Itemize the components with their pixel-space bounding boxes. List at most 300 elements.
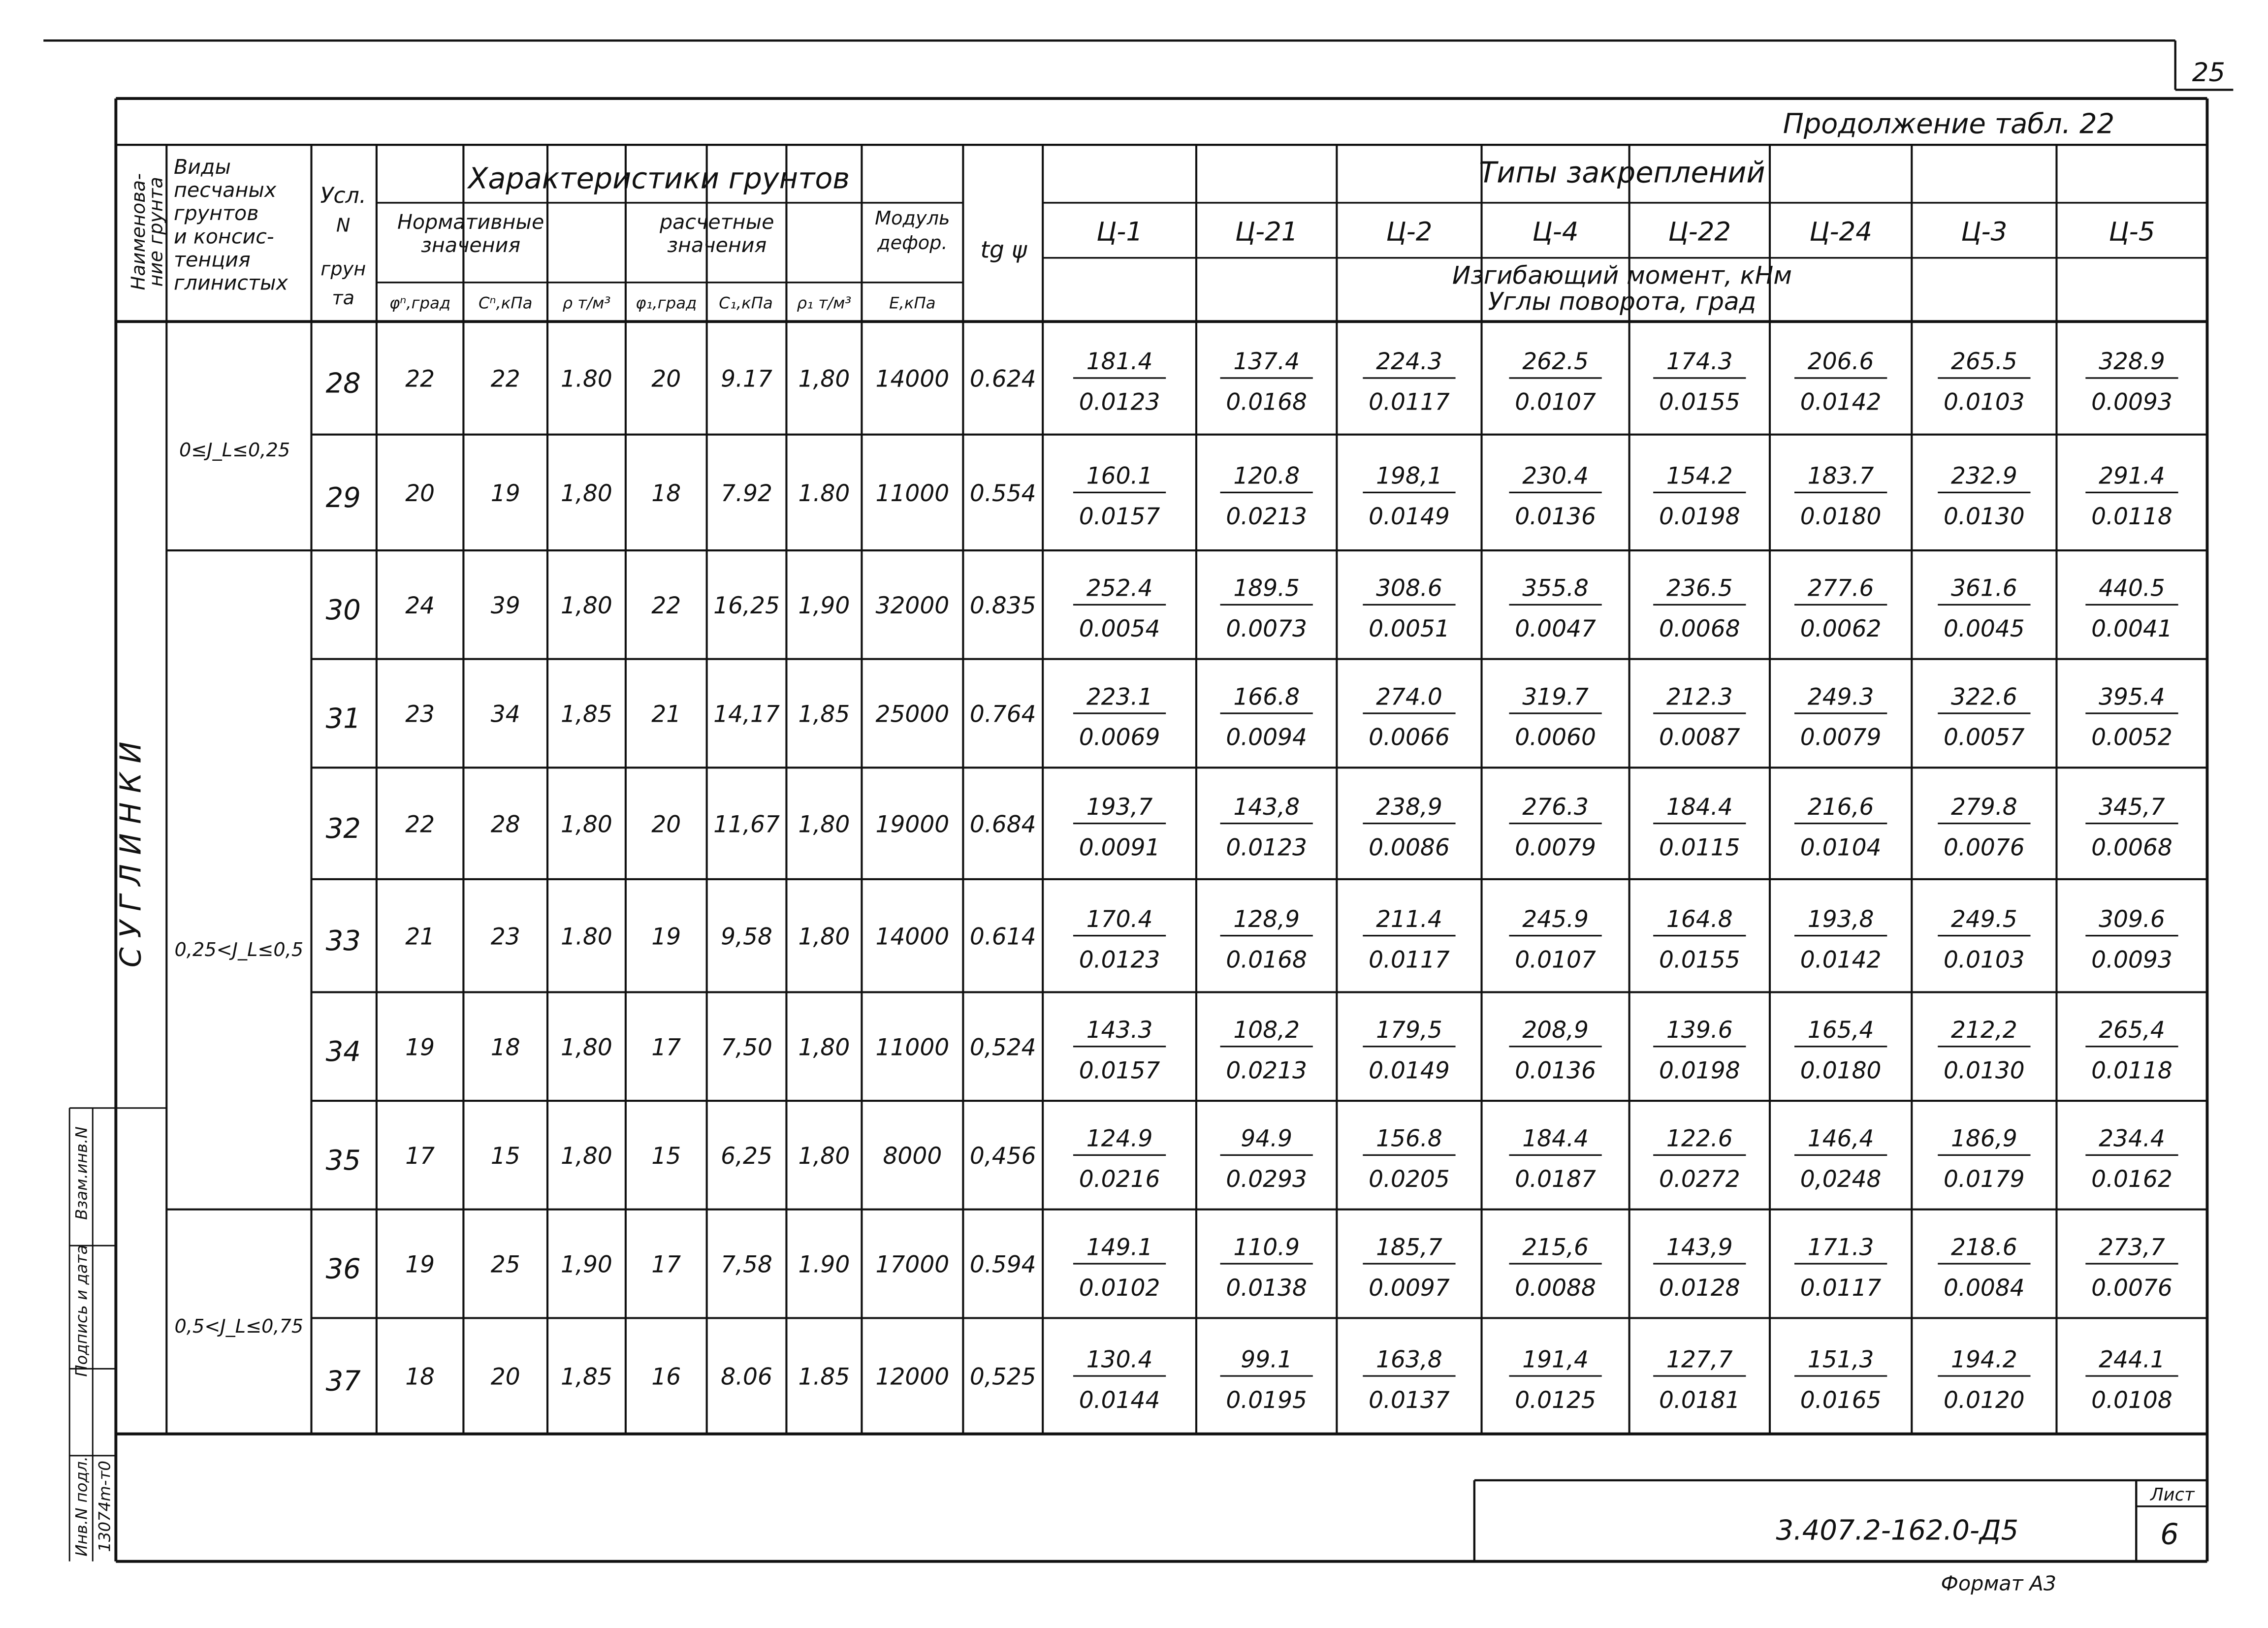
characteristic-value: 11000	[875, 1034, 950, 1061]
bending-moment: 171.3	[1807, 1234, 1874, 1261]
characteristic-value: 19	[405, 1251, 435, 1278]
characteristic-value: 1,80	[798, 923, 850, 951]
bending-moment: 361.6	[1951, 575, 2017, 602]
bending-moment: 184.4	[1522, 1125, 1589, 1152]
characteristic-value: 7.92	[721, 479, 772, 507]
bending-moment: 309.6	[2099, 905, 2165, 933]
bending-moment: 218.6	[1951, 1234, 2017, 1261]
rotation-angle: 0.0142	[1800, 388, 1882, 416]
rotation-angle: 0.0107	[1515, 946, 1596, 974]
rotation-angle: 0.0157	[1079, 503, 1160, 531]
rotation-angle: 0.0066	[1369, 724, 1450, 751]
rotation-angle: 0.0091	[1079, 834, 1160, 862]
fastening-types-header: Типы закреплений	[1479, 155, 1765, 190]
rotation-angle: 0.0137	[1369, 1386, 1450, 1414]
characteristic-value: 0.594	[969, 1251, 1036, 1278]
characteristic-value: 1.80	[561, 923, 612, 951]
characteristic-value: 1,80	[561, 811, 612, 838]
characteristic-value: 23	[405, 701, 435, 728]
characteristic-value: 9.17	[721, 365, 772, 393]
bending-moment: 139.6	[1666, 1017, 1733, 1044]
characteristic-value: 34	[490, 701, 520, 728]
characteristic-value: 18	[490, 1034, 520, 1061]
rotation-angle: 0.0052	[2091, 724, 2172, 751]
rotation-angle: 0.0144	[1079, 1386, 1160, 1414]
rotation-angle: 0.0213	[1226, 1057, 1308, 1085]
characteristic-value: 6,25	[721, 1143, 772, 1170]
bending-moment: 232.9	[1951, 462, 2017, 490]
soil-number: 35	[325, 1144, 361, 1177]
rotation-angle: 0.0157	[1079, 1057, 1160, 1085]
bending-moment: 184.4	[1666, 793, 1733, 821]
rotation-angle: 0.0062	[1800, 615, 1882, 643]
soil-number: 32	[325, 813, 361, 845]
bending-moment: 181.4	[1086, 348, 1153, 376]
type-header: песчаных	[174, 178, 277, 202]
bending-moment: 249.5	[1951, 905, 2017, 933]
characteristic-value: 12000	[875, 1363, 950, 1391]
characteristic-value: 22	[405, 811, 435, 838]
bending-moment: 206.6	[1807, 348, 1874, 376]
characteristic-value: 0.624	[969, 365, 1036, 393]
rotation-angle: 0.0120	[1944, 1386, 2025, 1414]
normative-header: значения	[421, 233, 521, 257]
characteristic-value: 17	[405, 1143, 435, 1170]
rotation-angle: 0.0057	[1944, 724, 2025, 751]
rotation-angle: 0.0060	[1515, 724, 1596, 751]
bending-moment: 395.4	[2099, 683, 2165, 711]
rotation-angle: 0.0155	[1659, 946, 1740, 974]
rotation-angle: 0.0068	[2091, 834, 2172, 862]
characteristic-value: 8000	[883, 1143, 942, 1170]
bending-moment: 179,5	[1376, 1017, 1442, 1044]
bending-moment: 234.4	[2099, 1125, 2165, 1152]
characteristic-value: 1,80	[798, 811, 850, 838]
bending-moment: 137.4	[1233, 348, 1300, 376]
rotation-angle: 0.0108	[2091, 1386, 2172, 1414]
rotation-angle: 0.0149	[1369, 1057, 1450, 1085]
characteristic-value: 11000	[875, 479, 950, 507]
bending-moment: 211.4	[1376, 905, 1442, 933]
sub-header: ρ₁ т/м³	[797, 293, 852, 313]
characteristic-value: 14000	[875, 365, 950, 393]
characteristic-value: 20	[651, 811, 681, 838]
bending-moment: 185,7	[1376, 1234, 1442, 1261]
rotation-angle: 0.0104	[1800, 834, 1882, 862]
bending-moment: 212,2	[1951, 1017, 2017, 1044]
modulus-header: дефор.	[877, 232, 948, 255]
characteristic-value: 1,85	[798, 701, 850, 728]
bending-moment: 164.8	[1666, 905, 1733, 933]
rotation-angle: 0.0107	[1515, 388, 1596, 416]
bending-moment: 163,8	[1376, 1346, 1442, 1373]
rotation-angle: 0.0115	[1659, 834, 1740, 862]
bending-moment: 249.3	[1807, 683, 1874, 711]
bending-moment: 194.2	[1951, 1346, 2017, 1373]
bending-moment: 319.7	[1522, 683, 1589, 711]
characteristic-value: 17	[651, 1034, 681, 1061]
bending-moment: 355.8	[1522, 575, 1589, 602]
bending-moment: 127,7	[1666, 1346, 1733, 1373]
characteristic-value: 28	[490, 811, 520, 838]
soil-number: 34	[325, 1036, 361, 1068]
rotation-angle: 0.0118	[2091, 1057, 2172, 1085]
name-header: ние грунта	[145, 177, 167, 287]
drawing-code: 3.407.2-162.0-Д5	[1776, 1514, 2019, 1547]
bending-moment: 120.8	[1233, 462, 1300, 490]
characteristic-value: 1,80	[798, 1034, 850, 1061]
rotation-angle: 0.0187	[1515, 1166, 1596, 1193]
characteristic-value: 1,80	[561, 592, 612, 620]
group-label: 0,25<J_L≤0,5	[174, 939, 304, 961]
stamp-side: Инв.N подл.	[72, 1456, 91, 1557]
bending-moment: 238,9	[1376, 793, 1442, 821]
characteristic-value: 22	[651, 592, 681, 620]
characteristic-value: 0.764	[969, 701, 1036, 728]
characteristic-value: 19	[490, 479, 520, 507]
characteristic-value: 22	[405, 365, 435, 393]
rotation-angle: 0.0168	[1226, 946, 1308, 974]
bending-moment: 273,7	[2099, 1234, 2165, 1261]
rotation-angle: 0.0123	[1226, 834, 1308, 862]
characteristic-value: 1,80	[561, 1143, 612, 1170]
bending-moment: 154.2	[1666, 462, 1733, 490]
bending-moment: 128,9	[1233, 905, 1300, 933]
characteristic-value: 24	[405, 592, 435, 620]
bending-moment: 99.1	[1241, 1346, 1293, 1373]
characteristic-value: 21	[651, 701, 681, 728]
rotation-angle: 0.0165	[1800, 1386, 1882, 1414]
rotation-angle: 0.0136	[1515, 1057, 1596, 1085]
rotation-angle: 0.0142	[1800, 946, 1882, 974]
rotation-angle: 0.0130	[1944, 1057, 2025, 1085]
type-header: грунтов	[174, 201, 259, 225]
stamp-side: Подпись и дата	[72, 1245, 91, 1377]
rotation-angle: 0.0180	[1800, 1057, 1882, 1085]
rotation-angle: 0.0195	[1226, 1386, 1308, 1414]
bending-moment: 265,4	[2099, 1017, 2165, 1044]
group-label: 0,5<J_L≤0,75	[174, 1315, 304, 1338]
soil-number: 28	[325, 367, 361, 400]
rotation-angle: 0.0093	[2091, 946, 2172, 974]
sub-header: Cⁿ,кПа	[478, 293, 533, 313]
bending-moment: 328.9	[2099, 348, 2165, 376]
characteristic-value: 32000	[875, 592, 950, 620]
characteristic-value: 0,524	[969, 1034, 1036, 1061]
sheet-label: Лист	[2150, 1485, 2195, 1505]
num-header: Усл.	[320, 183, 366, 208]
bending-moment: 212.3	[1666, 683, 1733, 711]
num-header: N	[336, 215, 351, 237]
rotation-angle: 0.0130	[1944, 503, 2025, 531]
characteristic-value: 19	[651, 923, 681, 951]
soil-name: С У Г Л И Н К И	[113, 741, 148, 968]
characteristic-value: 22	[490, 365, 520, 393]
characteristic-value: 1,85	[561, 701, 612, 728]
rotation-angle: 0.0136	[1515, 503, 1596, 531]
type-header: тенция	[174, 248, 251, 272]
bending-moment: 244.1	[2099, 1346, 2165, 1373]
bending-moment: 262.5	[1522, 348, 1589, 376]
characteristic-value: 1.85	[798, 1363, 850, 1391]
bending-moment: 124.9	[1086, 1125, 1153, 1152]
characteristic-value: 23	[490, 923, 520, 951]
characteristic-value: 11,67	[713, 811, 780, 838]
rotation-angle: 0.0079	[1515, 834, 1596, 862]
characteristic-value: 14000	[875, 923, 950, 951]
rotation-angle: 0.0087	[1659, 724, 1740, 751]
stamp-side: Взам.инв.N	[72, 1126, 91, 1220]
type-0-header: Ц-1	[1096, 217, 1143, 247]
rotation-angle: 0.0179	[1944, 1166, 2025, 1193]
bending-moment: 108,2	[1233, 1017, 1300, 1044]
rotation-angle: 0.0054	[1079, 615, 1160, 643]
rotation-angle: 0.0094	[1226, 724, 1308, 751]
characteristic-value: 1,80	[798, 1143, 850, 1170]
rotation-angle: 0.0198	[1659, 503, 1740, 531]
bending-moment: 165,4	[1807, 1017, 1874, 1044]
rotation-angle: 0.0123	[1079, 946, 1160, 974]
characteristic-value: 1,85	[561, 1363, 612, 1391]
angles-header: Углы поворота, град	[1488, 287, 1757, 316]
characteristic-value: 8.06	[721, 1363, 772, 1391]
type-7-header: Ц-5	[2108, 217, 2155, 247]
characteristic-value: 0.684	[969, 811, 1036, 838]
bending-moment: 130.4	[1086, 1346, 1153, 1373]
bending-moment: 276.3	[1522, 793, 1589, 821]
characteristic-value: 9,58	[721, 923, 772, 951]
page-number: 25	[2192, 57, 2226, 88]
rotation-angle: 0.0097	[1369, 1274, 1450, 1302]
characteristic-value: 16	[651, 1363, 681, 1391]
design-header: расчетные	[660, 210, 774, 234]
type-3-header: Ц-4	[1532, 217, 1579, 247]
soil-number: 30	[325, 594, 361, 626]
bending-moment: 122.6	[1666, 1125, 1733, 1152]
bending-moment: 236.5	[1666, 575, 1733, 602]
rotation-angle: 0.0079	[1800, 724, 1882, 751]
bending-moment: 274.0	[1376, 683, 1442, 711]
rotation-angle: 0.0213	[1226, 503, 1308, 531]
characteristic-value: 20	[651, 365, 681, 393]
bending-moment: 149.1	[1086, 1234, 1153, 1261]
characteristic-value: 7,50	[721, 1034, 772, 1061]
type-6-header: Ц-3	[1961, 217, 2008, 247]
rotation-angle: 0.0076	[2091, 1274, 2172, 1302]
soil-number: 36	[325, 1253, 361, 1285]
rotation-angle: 0.0149	[1369, 503, 1450, 531]
sheet-number: 6	[2160, 1517, 2179, 1551]
rotation-angle: 0.0093	[2091, 388, 2172, 416]
bending-moment: 143.3	[1086, 1017, 1153, 1044]
characteristic-value: 0.835	[969, 592, 1036, 620]
characteristic-value: 7,58	[721, 1251, 772, 1278]
rotation-angle: 0.0051	[1369, 615, 1450, 643]
bending-moment: 183.7	[1807, 462, 1874, 490]
bending-moment: 308.6	[1376, 575, 1442, 602]
bending-moment: 252.4	[1086, 575, 1153, 602]
characteristics-header: Характеристики грунтов	[468, 161, 850, 195]
soil-number: 33	[325, 925, 361, 958]
characteristic-value: 1,90	[561, 1251, 612, 1278]
bending-moment: 223.1	[1086, 683, 1153, 711]
bending-moment: 265.5	[1951, 348, 2017, 376]
rotation-angle: 0.0162	[2091, 1166, 2172, 1193]
bending-moment: 189.5	[1233, 575, 1300, 602]
type-header: Виды	[174, 155, 231, 179]
sub-header: E,кПа	[889, 293, 936, 313]
sub-header: φ₁,град	[636, 293, 697, 313]
name-header: Наименова-	[128, 173, 150, 290]
bending-moment: 440.5	[2099, 575, 2165, 602]
rotation-angle: 0.0041	[2091, 615, 2172, 643]
rotation-angle: 0.0198	[1659, 1057, 1740, 1085]
characteristic-value: 19	[405, 1034, 435, 1061]
rotation-angle: 0.0117	[1800, 1274, 1882, 1302]
continuation-label: Продолжение табл. 22	[1783, 108, 2115, 140]
sub-header: φⁿ,град	[389, 293, 451, 313]
characteristic-value: 0.554	[969, 479, 1036, 507]
characteristic-value: 1.80	[798, 479, 850, 507]
tg-header: tg ψ	[980, 236, 1027, 264]
bending-moment: 160.1	[1086, 462, 1153, 490]
rotation-angle: 0.0125	[1515, 1386, 1596, 1414]
rotation-angle: 0.0086	[1369, 834, 1450, 862]
rotation-angle: 0.0216	[1079, 1166, 1160, 1193]
characteristic-value: 1.80	[561, 365, 612, 393]
type-5-header: Ц-24	[1809, 217, 1872, 247]
rotation-angle: 0,0248	[1800, 1166, 1882, 1193]
type-header: глинистых	[174, 271, 288, 295]
characteristic-value: 18	[651, 479, 681, 507]
soil-number: 31	[325, 702, 361, 735]
bending-moment: 170.4	[1086, 905, 1153, 933]
characteristic-value: 17000	[875, 1251, 950, 1278]
bending-moment: 198,1	[1376, 462, 1442, 490]
type-4-header: Ц-22	[1668, 217, 1731, 247]
rotation-angle: 0.0180	[1800, 503, 1882, 531]
type-2-header: Ц-2	[1386, 217, 1433, 247]
characteristic-value: 1.90	[798, 1251, 850, 1278]
soil-number: 29	[325, 481, 361, 514]
bending-moment: 215,6	[1522, 1234, 1589, 1261]
characteristic-value: 21	[405, 923, 435, 951]
rotation-angle: 0.0076	[1944, 834, 2025, 862]
rotation-angle: 0.0045	[1944, 615, 2025, 643]
characteristic-value: 19000	[875, 811, 950, 838]
characteristic-value: 16,25	[713, 592, 780, 620]
rotation-angle: 0.0069	[1079, 724, 1160, 751]
type-header: и консис-	[174, 224, 274, 249]
rotation-angle: 0.0047	[1515, 615, 1596, 643]
rotation-angle: 0.0102	[1079, 1274, 1160, 1302]
characteristic-value: 1,80	[561, 479, 612, 507]
sub-header: ρ т/м³	[562, 293, 611, 313]
bending-moment: 191,4	[1522, 1346, 1589, 1373]
design-header: значения	[667, 233, 767, 257]
stamp-side: 13074m-т0	[95, 1461, 114, 1552]
bending-moment: 166.8	[1233, 683, 1300, 711]
characteristic-value: 0,525	[969, 1363, 1036, 1391]
characteristic-value: 25000	[875, 701, 950, 728]
bending-moment: 193,8	[1807, 905, 1874, 933]
bending-moment: 279.8	[1951, 793, 2017, 821]
characteristic-value: 1,90	[798, 592, 850, 620]
characteristic-value: 15	[490, 1143, 520, 1170]
modulus-header: Модуль	[875, 208, 950, 230]
characteristic-value: 1,80	[798, 365, 850, 393]
moment-header: Изгибающий момент, кНм	[1452, 261, 1792, 290]
bending-moment: 143,9	[1666, 1234, 1733, 1261]
bending-moment: 230.4	[1522, 462, 1589, 490]
bending-moment: 94.9	[1241, 1125, 1293, 1152]
num-header: грун	[320, 258, 366, 281]
characteristic-value: 1,80	[561, 1034, 612, 1061]
format-label: Формат А3	[1941, 1571, 2057, 1596]
sub-header: C₁,кПа	[719, 293, 773, 313]
characteristic-value: 0,456	[969, 1143, 1036, 1170]
characteristic-value: 39	[490, 592, 520, 620]
bending-moment: 216,6	[1807, 793, 1874, 821]
normative-header: Нормативные	[397, 210, 544, 234]
bending-moment: 245.9	[1522, 905, 1589, 933]
bending-moment: 186,9	[1951, 1125, 2017, 1152]
bending-moment: 146,4	[1807, 1125, 1874, 1152]
bending-moment: 110.9	[1233, 1234, 1300, 1261]
rotation-angle: 0.0117	[1369, 946, 1450, 974]
characteristic-value: 20	[490, 1363, 520, 1391]
characteristic-value: 18	[405, 1363, 435, 1391]
bending-moment: 143,8	[1233, 793, 1300, 821]
rotation-angle: 0.0088	[1515, 1274, 1596, 1302]
bending-moment: 174.3	[1666, 348, 1733, 376]
rotation-angle: 0.0205	[1369, 1166, 1450, 1193]
characteristic-value: 15	[651, 1143, 681, 1170]
characteristic-value: 20	[405, 479, 435, 507]
rotation-angle: 0.0103	[1944, 946, 2025, 974]
rotation-angle: 0.0118	[2091, 503, 2172, 531]
type-1-header: Ц-21	[1235, 217, 1298, 247]
group-label: 0≤J_L≤0,25	[179, 439, 290, 461]
rotation-angle: 0.0117	[1369, 388, 1450, 416]
characteristic-value: 14,17	[713, 701, 780, 728]
characteristic-value: 17	[651, 1251, 681, 1278]
num-header: та	[332, 287, 355, 309]
bending-moment: 322.6	[1951, 683, 2017, 711]
bending-moment: 193,7	[1086, 793, 1153, 821]
bending-moment: 156.8	[1376, 1125, 1442, 1152]
bending-moment: 277.6	[1807, 575, 1874, 602]
rotation-angle: 0.0068	[1659, 615, 1740, 643]
bending-moment: 151,3	[1807, 1346, 1874, 1373]
bending-moment: 224.3	[1376, 348, 1442, 376]
rotation-angle: 0.0272	[1659, 1166, 1740, 1193]
bending-moment: 208,9	[1522, 1017, 1589, 1044]
bending-moment: 345,7	[2099, 793, 2165, 821]
rotation-angle: 0.0084	[1944, 1274, 2025, 1302]
rotation-angle: 0.0293	[1226, 1166, 1308, 1193]
rotation-angle: 0.0103	[1944, 388, 2025, 416]
rotation-angle: 0.0155	[1659, 388, 1740, 416]
rotation-angle: 0.0138	[1226, 1274, 1308, 1302]
rotation-angle: 0.0128	[1659, 1274, 1740, 1302]
characteristic-value: 0.614	[969, 923, 1036, 951]
characteristic-value: 25	[490, 1251, 520, 1278]
rotation-angle: 0.0168	[1226, 388, 1308, 416]
rotation-angle: 0.0123	[1079, 388, 1160, 416]
rotation-angle: 0.0073	[1226, 615, 1308, 643]
rotation-angle: 0.0181	[1659, 1386, 1740, 1414]
